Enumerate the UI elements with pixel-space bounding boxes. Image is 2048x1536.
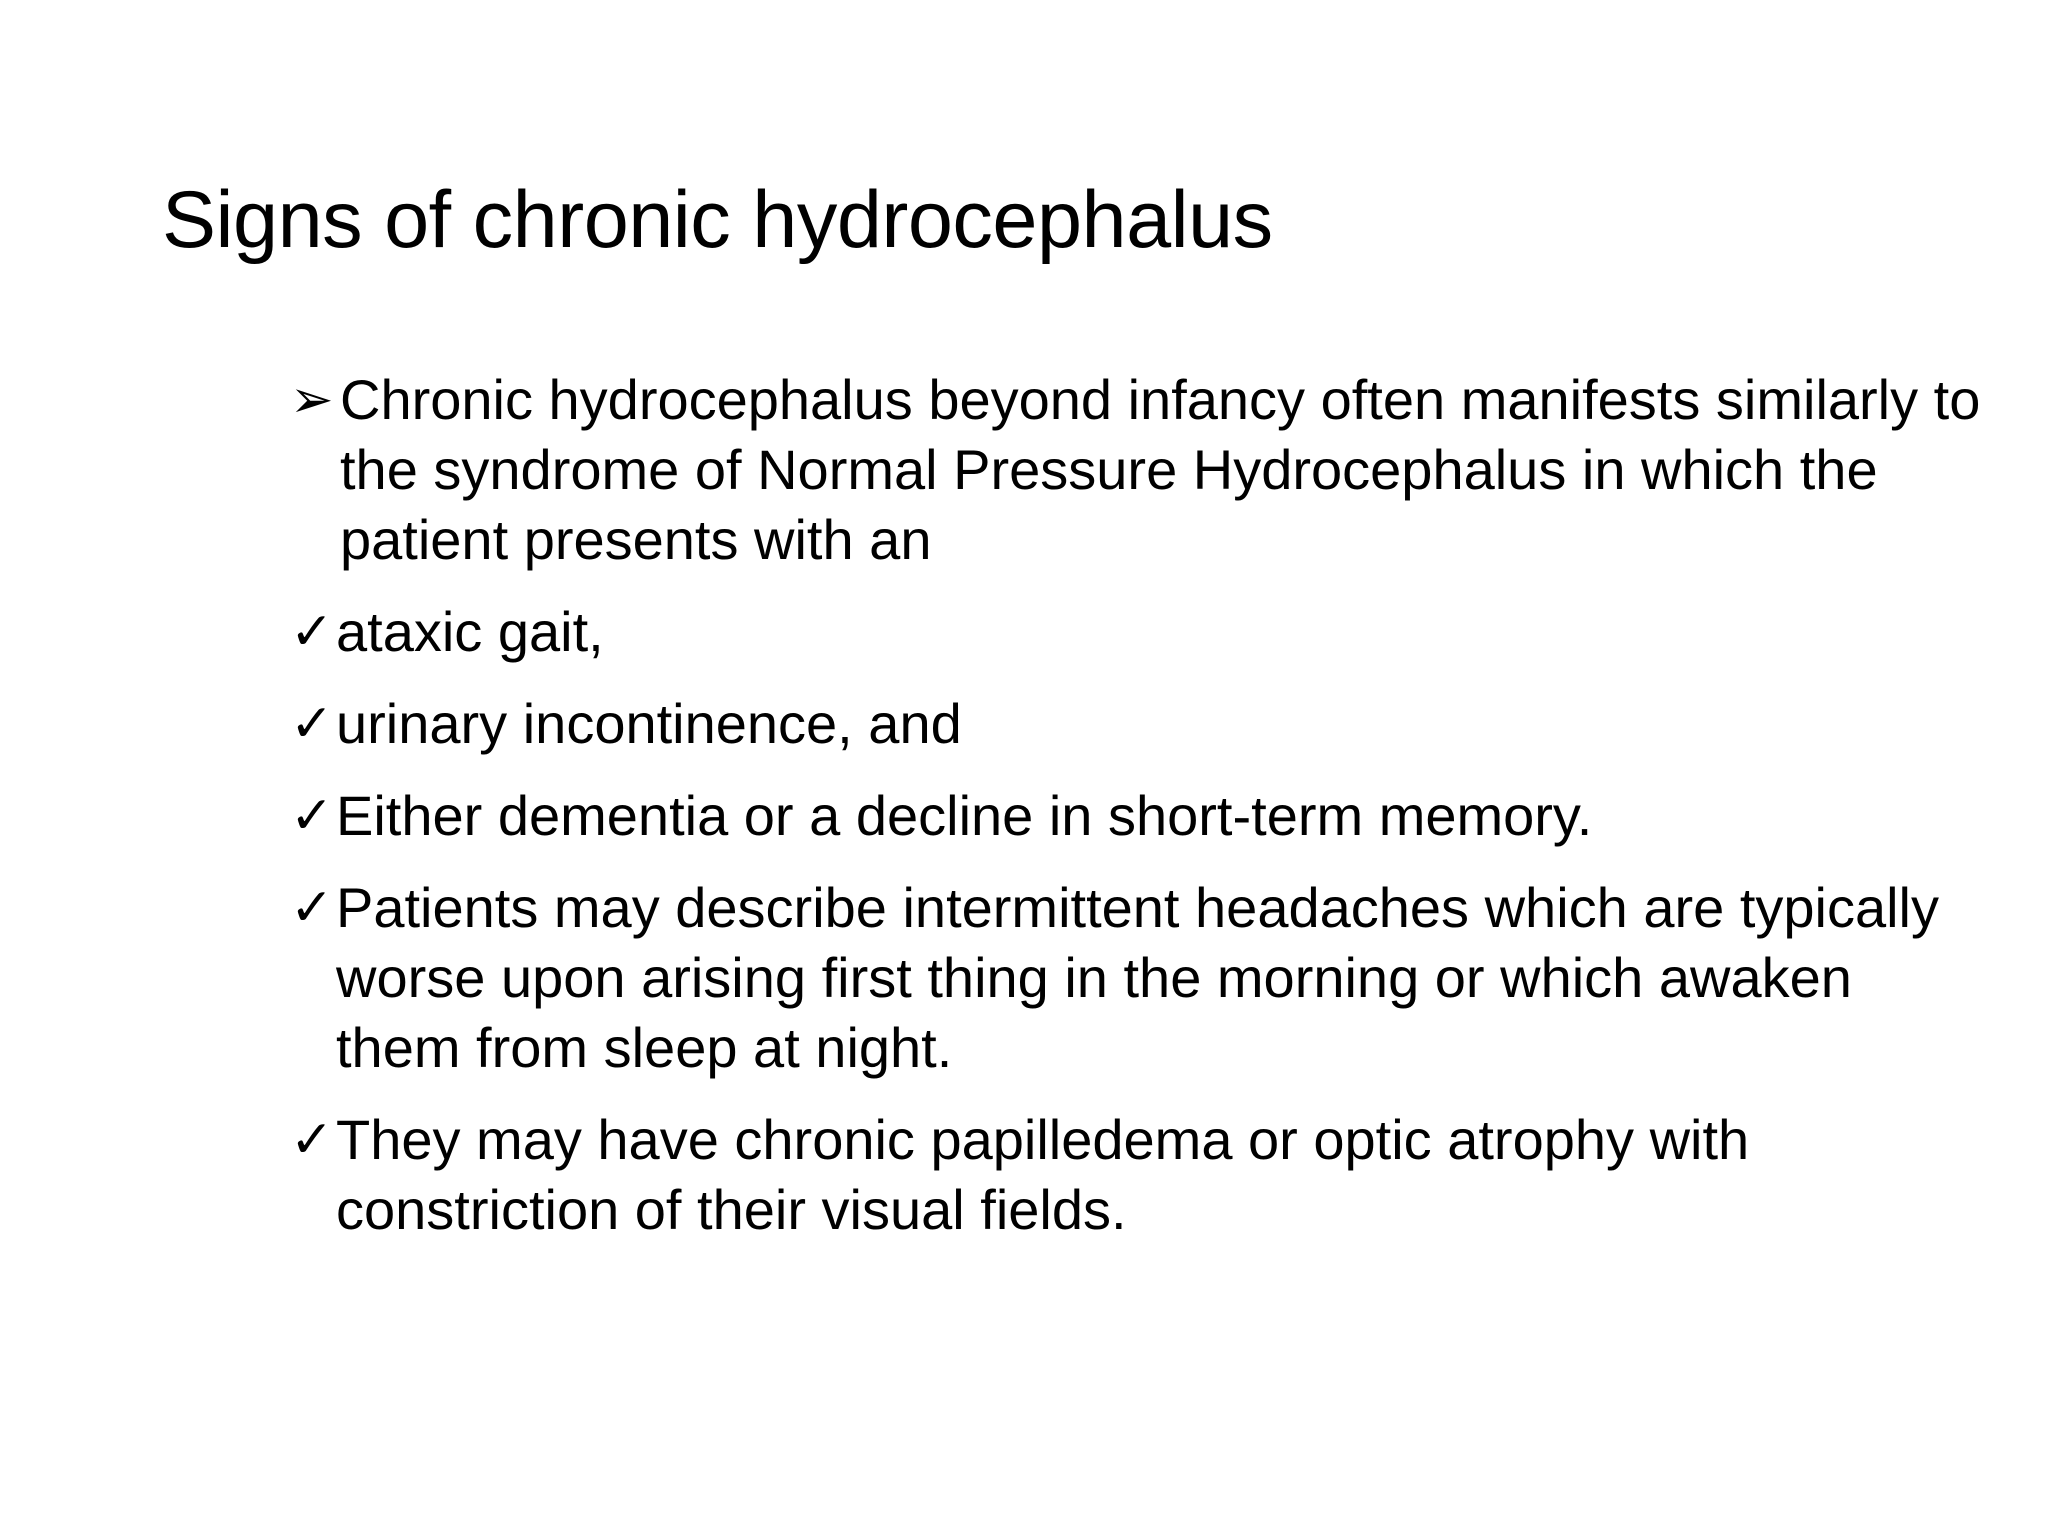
list-item-text: ataxic gait, xyxy=(336,600,604,663)
list-item xyxy=(290,689,1990,759)
list-item-text: Chronic hydrocephalus beyond infancy often manifests similarly to the syndrome of Normal Pressure Hydrocephalus in which the patient presents with an xyxy=(340,368,1981,571)
list-item xyxy=(290,597,1990,667)
list-item xyxy=(290,365,1990,575)
list-item-text: Either dementia or a decline in short-term memory. xyxy=(336,784,1593,847)
list-item xyxy=(290,781,1990,851)
list-item-text: Patients may describe intermittent headaches which are typically worse upon arising first thing in the morning or which awaken them from sleep at night. xyxy=(336,876,1939,1079)
checkmark-bullet-icon: ✓ xyxy=(290,603,334,661)
bullet-list xyxy=(290,365,1990,1267)
list-item-text: urinary incontinence, and xyxy=(336,692,962,755)
checkmark-bullet-icon: ✓ xyxy=(290,879,334,937)
slide-title: Signs of chronic hydrocephalus xyxy=(162,175,1273,265)
checkmark-bullet-icon: ✓ xyxy=(290,1111,334,1169)
list-item-text: They may have chronic papilledema or optic atrophy with constriction of their visual fields. xyxy=(336,1108,1750,1241)
list-item xyxy=(290,1105,1990,1245)
checkmark-bullet-icon: ✓ xyxy=(290,695,334,753)
list-item xyxy=(290,873,1990,1083)
arrowhead-bullet-icon: ➢ xyxy=(290,371,334,429)
checkmark-bullet-icon: ✓ xyxy=(290,787,334,845)
